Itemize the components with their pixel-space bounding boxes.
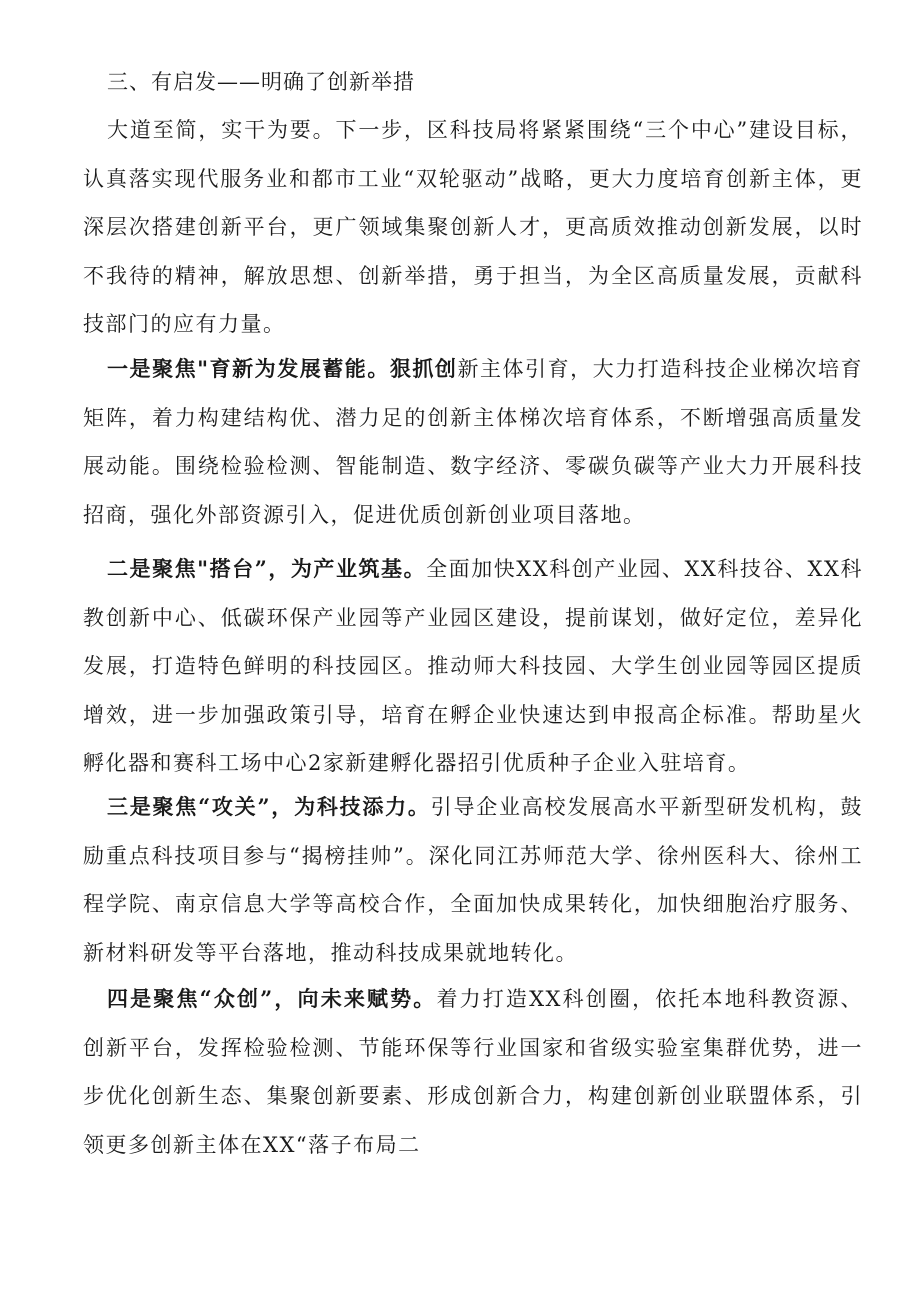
- paragraph-point-three: [83, 783, 863, 977]
- paragraph-text: 全面加快XX科创产业园、XX科技谷、XX科教创新中心、低碳环保产业园等产业园区建设，提前谋划，做好定位，差异化发展，打造特色鲜明的科技园区。推动师大科技园、大学生创业园等园区提质增效，进一步加强政策引导，培育在孵企业快速达到申报高企标准。帮助星火孵化器和赛科工场中心2家新建孵化器招引优质种子企业入驻培育。: [83, 557, 863, 775]
- section-heading: 三、有启发——明确了创新举措: [107, 70, 415, 94]
- paragraph-intro: [83, 106, 863, 349]
- paragraph-lead: 三是聚焦“攻关”，为科技添力。: [107, 794, 431, 819]
- paragraph-lead: 四是聚焦“众创”，向未来赋势。: [107, 986, 437, 1011]
- paragraph-lead: 二是聚焦"搭台”，为产业筑基。: [107, 556, 427, 581]
- paragraph-point-four: [83, 975, 863, 1169]
- paragraph-text: 着力打造XX科创圈，依托本地科教资源、创新平台，发挥检验检测、节能环保等行业国家和省级实验室集群优势，进一步优化创新生态、集聚创新要素、形成创新合力，构建创新创业联盟体系，引领更多创新主体在XX“落子布局二: [83, 987, 863, 1157]
- paragraph-text: 引导企业高校发展高水平新型研发机构，鼓励重点科技项目参与“揭榜挂帅”。深化同江苏师范大学、徐州医科大、徐州工程学院、南京信息大学等高校合作，全面加快成果转化，加快细胞治疗服务、新材料研发等平台落地，推动科技成果就地转化。: [83, 795, 863, 965]
- paragraph-text: 大道至简，实干为要。下一步，区科技局将紧紧围绕“三个中心”建设目标，认真落实现代服务业和都市工业“双轮驱动”战略，更大力度培育创新主体，更深层次搭建创新平台，更广领域集聚创新人才，更高质效推动创新发展，以时不我待的精神，解放思想、创新举措，勇于担当，为全区高质量发展，贡献科技部门的应有力量。: [83, 118, 863, 336]
- paragraph-text: 新主体引育，大力打造科技企业梯次培育矩阵，着力构建结构优、潜力足的创新主体梯次培育体系，不断增强高质量发展动能。围绕检验检测、智能制造、数字经济、零碳负碳等产业大力开展科技招商，强化外部资源引入，促进优质创新创业项目落地。: [83, 357, 863, 527]
- paragraph-point-one: [83, 345, 863, 539]
- paragraph-point-two: [83, 545, 863, 788]
- paragraph-lead: 一是聚焦"育新为发展蓄能。狠抓创: [107, 356, 458, 381]
